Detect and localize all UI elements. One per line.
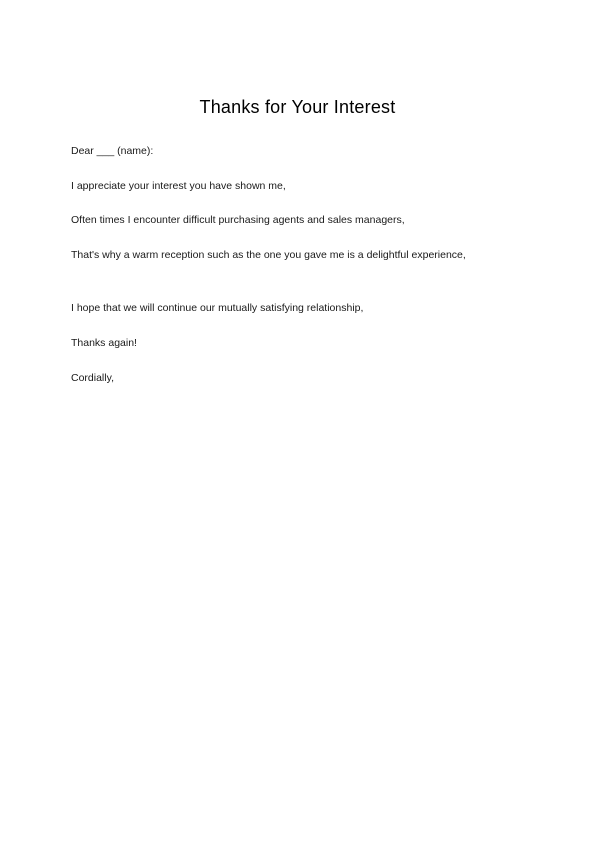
paragraph-appreciation: I appreciate your interest you have shown me, [71,180,286,192]
paragraph-difficult-agents: Often times I encounter difficult purchasing agents and sales managers, [71,214,405,226]
salutation: Dear ___ (name): [71,145,154,157]
paragraph-relationship: I hope that we will continue our mutually satisfying relationship, [71,302,364,314]
paragraph-warm-reception: That's why a warm reception such as the one you gave me is a delightful experience, [71,249,466,261]
document-title: Thanks for Your Interest [199,97,396,117]
closing: Cordially, [71,372,114,384]
paragraph-thanks-again: Thanks again! [71,337,137,349]
